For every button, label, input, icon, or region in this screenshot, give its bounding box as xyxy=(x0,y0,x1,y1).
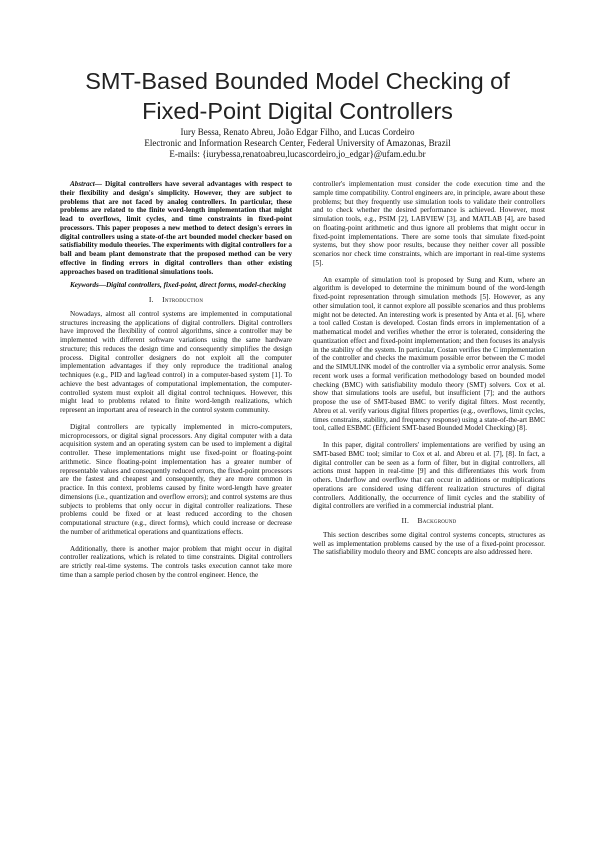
intro-paragraph-3-continued: controller's implementation must consider the code execution time and the sample time compatibility. Control engineers are, in principle, aware about these problems; but they frequently use simulation tools to validate their controllers and to check whether the desired performance is achieved. However, most simulation tools, e.g., PSIM [2], LABVIEW [3], and MATLAB [4], are based on floating-point arithmetic and thus ignore all problems that might occur in fixed-point implementations. There are some tools that simulate fixed-point systems, but they show poor results, because they neither cover all possible scenarios nor check time constraints, which are important in real-time systems [5]. xyxy=(313,180,545,267)
section-number: II. xyxy=(401,516,410,525)
intro-paragraph-1: Nowadays, almost all control systems are implemented in computational structures increasing the applications of digital controllers. Digital controllers have improved the flexibility of control algorithms, since a controller may be implemented with different software variations using the same hardware structure; this reduces the design time and consequently simplifies the design process. Digital controller designers do not exploit all the computer implementation advantages if they only reproduce the traditional analog techniques (e.g., PID and lag/lead control) in a computer-based system [1]. To achieve the best advantages of computational implementation, the computer-controlled system must exploit all digital control techniques. However, this might lead to problems related to finite word-length realizations, which represent an important area of research in the control system community. xyxy=(60,309,292,414)
background-paragraph-1: This section describes some digital control systems concepts, structures as well as implementation problems caused by the use of a fixed-point processor. The satisfiability modulo theory and BMC concepts are also addressed here. xyxy=(313,530,545,557)
section-title: Introduction xyxy=(162,295,204,304)
section-heading-introduction xyxy=(60,296,292,305)
section-heading-background xyxy=(313,517,545,526)
intro-paragraph-5: In this paper, digital controllers' implementations are verified by using an SMT-based BMC tool; similar to Cox et al. and Abreu et al. [7], [8]. In fact, a digital controller can be seen as a form of filter, but in digital controllers, all actions must happen in real-time [9] and this differentiates this work from others. Underflow and overflow that can occur in additions or multiplications operations are considered using different realization structures of digital controllers. Additionally, the occurrence of limit cycles and the stability of digital controllers are verified in a commercial industrial plant. xyxy=(313,441,545,511)
right-column xyxy=(313,180,545,557)
author-names: Iury Bessa, Renato Abreu, João Edgar Filho, and Lucas Cordeiro xyxy=(180,127,415,137)
intro-paragraph-2: Digital controllers are typically implemented in micro-computers, microprocessors, or digital signal processors. Any digital computer with a data acquisition system and an operating system can be used to implement a digital controller. These implementations might use fixed-point or floating-point arithmetic. Since floating-point implementation has a greater number of representable values and consequently reduced errors, the fixed-point processors are the fastest and cheapest and consequently, they are more common in practice. In this context, problems caused by finite word-length have greater dimensions (i.e., quantization and overflow errors); and control systems are thus subjects to problems that only occur in digital controller realizations. These problems could be fixed or at least reduced according to the chosen computational structure (e.g., direct forms), which could increase or decrease the number of arithmetical operations and quantizations effects. xyxy=(60,422,292,536)
left-column xyxy=(60,180,292,580)
abstract-lead: Abstract— xyxy=(70,180,102,188)
section-number: I. xyxy=(148,295,154,304)
abstract xyxy=(60,180,292,276)
keywords: Keywords—Digital controllers, fixed-point, direct forms, model-checking xyxy=(70,281,287,290)
abstract-text: Digital controllers have several advantages with respect to their flexibility and design's simplicity. However, they are subject to problems that are not faced by analog controllers. In particular, these problems are related to the finite word-length implementation that might lead to overflows, limit cycles, and time constraints in fixed-point processors. This paper proposes a new method to detect design's errors in digital controllers using a state-of-the art bounded model checker based on satisfiability modulo theories. The experiments with digital controllers for a ball and beam plant demonstrate that the proposed method can be very effective in finding errors in digital controllers than other existing approaches based on traditional simulations tools. xyxy=(60,180,292,276)
title-line-1: SMT-Based Bounded Model Checking of xyxy=(85,68,510,94)
affiliation: Electronic and Information Research Center, Federal University of Amazonas, Brazil xyxy=(144,138,451,148)
title-line-2: Fixed-Point Digital Controllers xyxy=(142,98,453,124)
intro-paragraph-3: Additionally, there is another major problem that might occur in digital controller realizations, which is related to time constraints. Digital controllers are strictly real-time systems. The controls tasks execution cannot take more time than a sample period chosen by the control engineer. Hence, the xyxy=(60,544,292,579)
paper-title xyxy=(40,66,555,126)
section-title: Background xyxy=(417,516,457,525)
author-block xyxy=(40,127,555,160)
author-emails: E-mails: {iurybessa,renatoabreu,lucascordeiro,jo_edgar}@ufam.edu.br xyxy=(169,149,426,159)
intro-paragraph-4: An example of simulation tool is proposed by Sung and Kum, where an algorithm is developed to determine the minimum bound of the word-length fixed-point representation through simulation methods [5]. However, as any other simulation tool, it cannot explore all possible scenarios and thus problems might not be detected. An interesting work is presented by Anta et al. [6], where a tool called Costan is developed. Costan finds errors in implementation of a mathematical model and verifies whether the error is tolerated, considering the quantization effect and fixed-point implementation; and then focuses its analysis in the stability of the system. In particular, Costan verifies the C implementation of the controller and checks the maximum possible error between the C model and the SIMULINK model of the controller via a symbolic error analysis. Some recent work uses a formal verification methodology based on bounded model checking (BMC) with satisfiability modulo theory (SMT) solvers. Cox et al. show that simulations tools are useful, but insufficient [7]; and the authors propose the use of SMT-based BMC to verify digital filters. Most recently, Abreu et al. verify various digital filters properties (e.g., overflows, limit cycles, times constrains, stability, and frequency response) using a state-of-the-art BMC tool, called ESBMC (Efficient SMT-based Bounded Model Checking) [8]. xyxy=(313,275,545,433)
